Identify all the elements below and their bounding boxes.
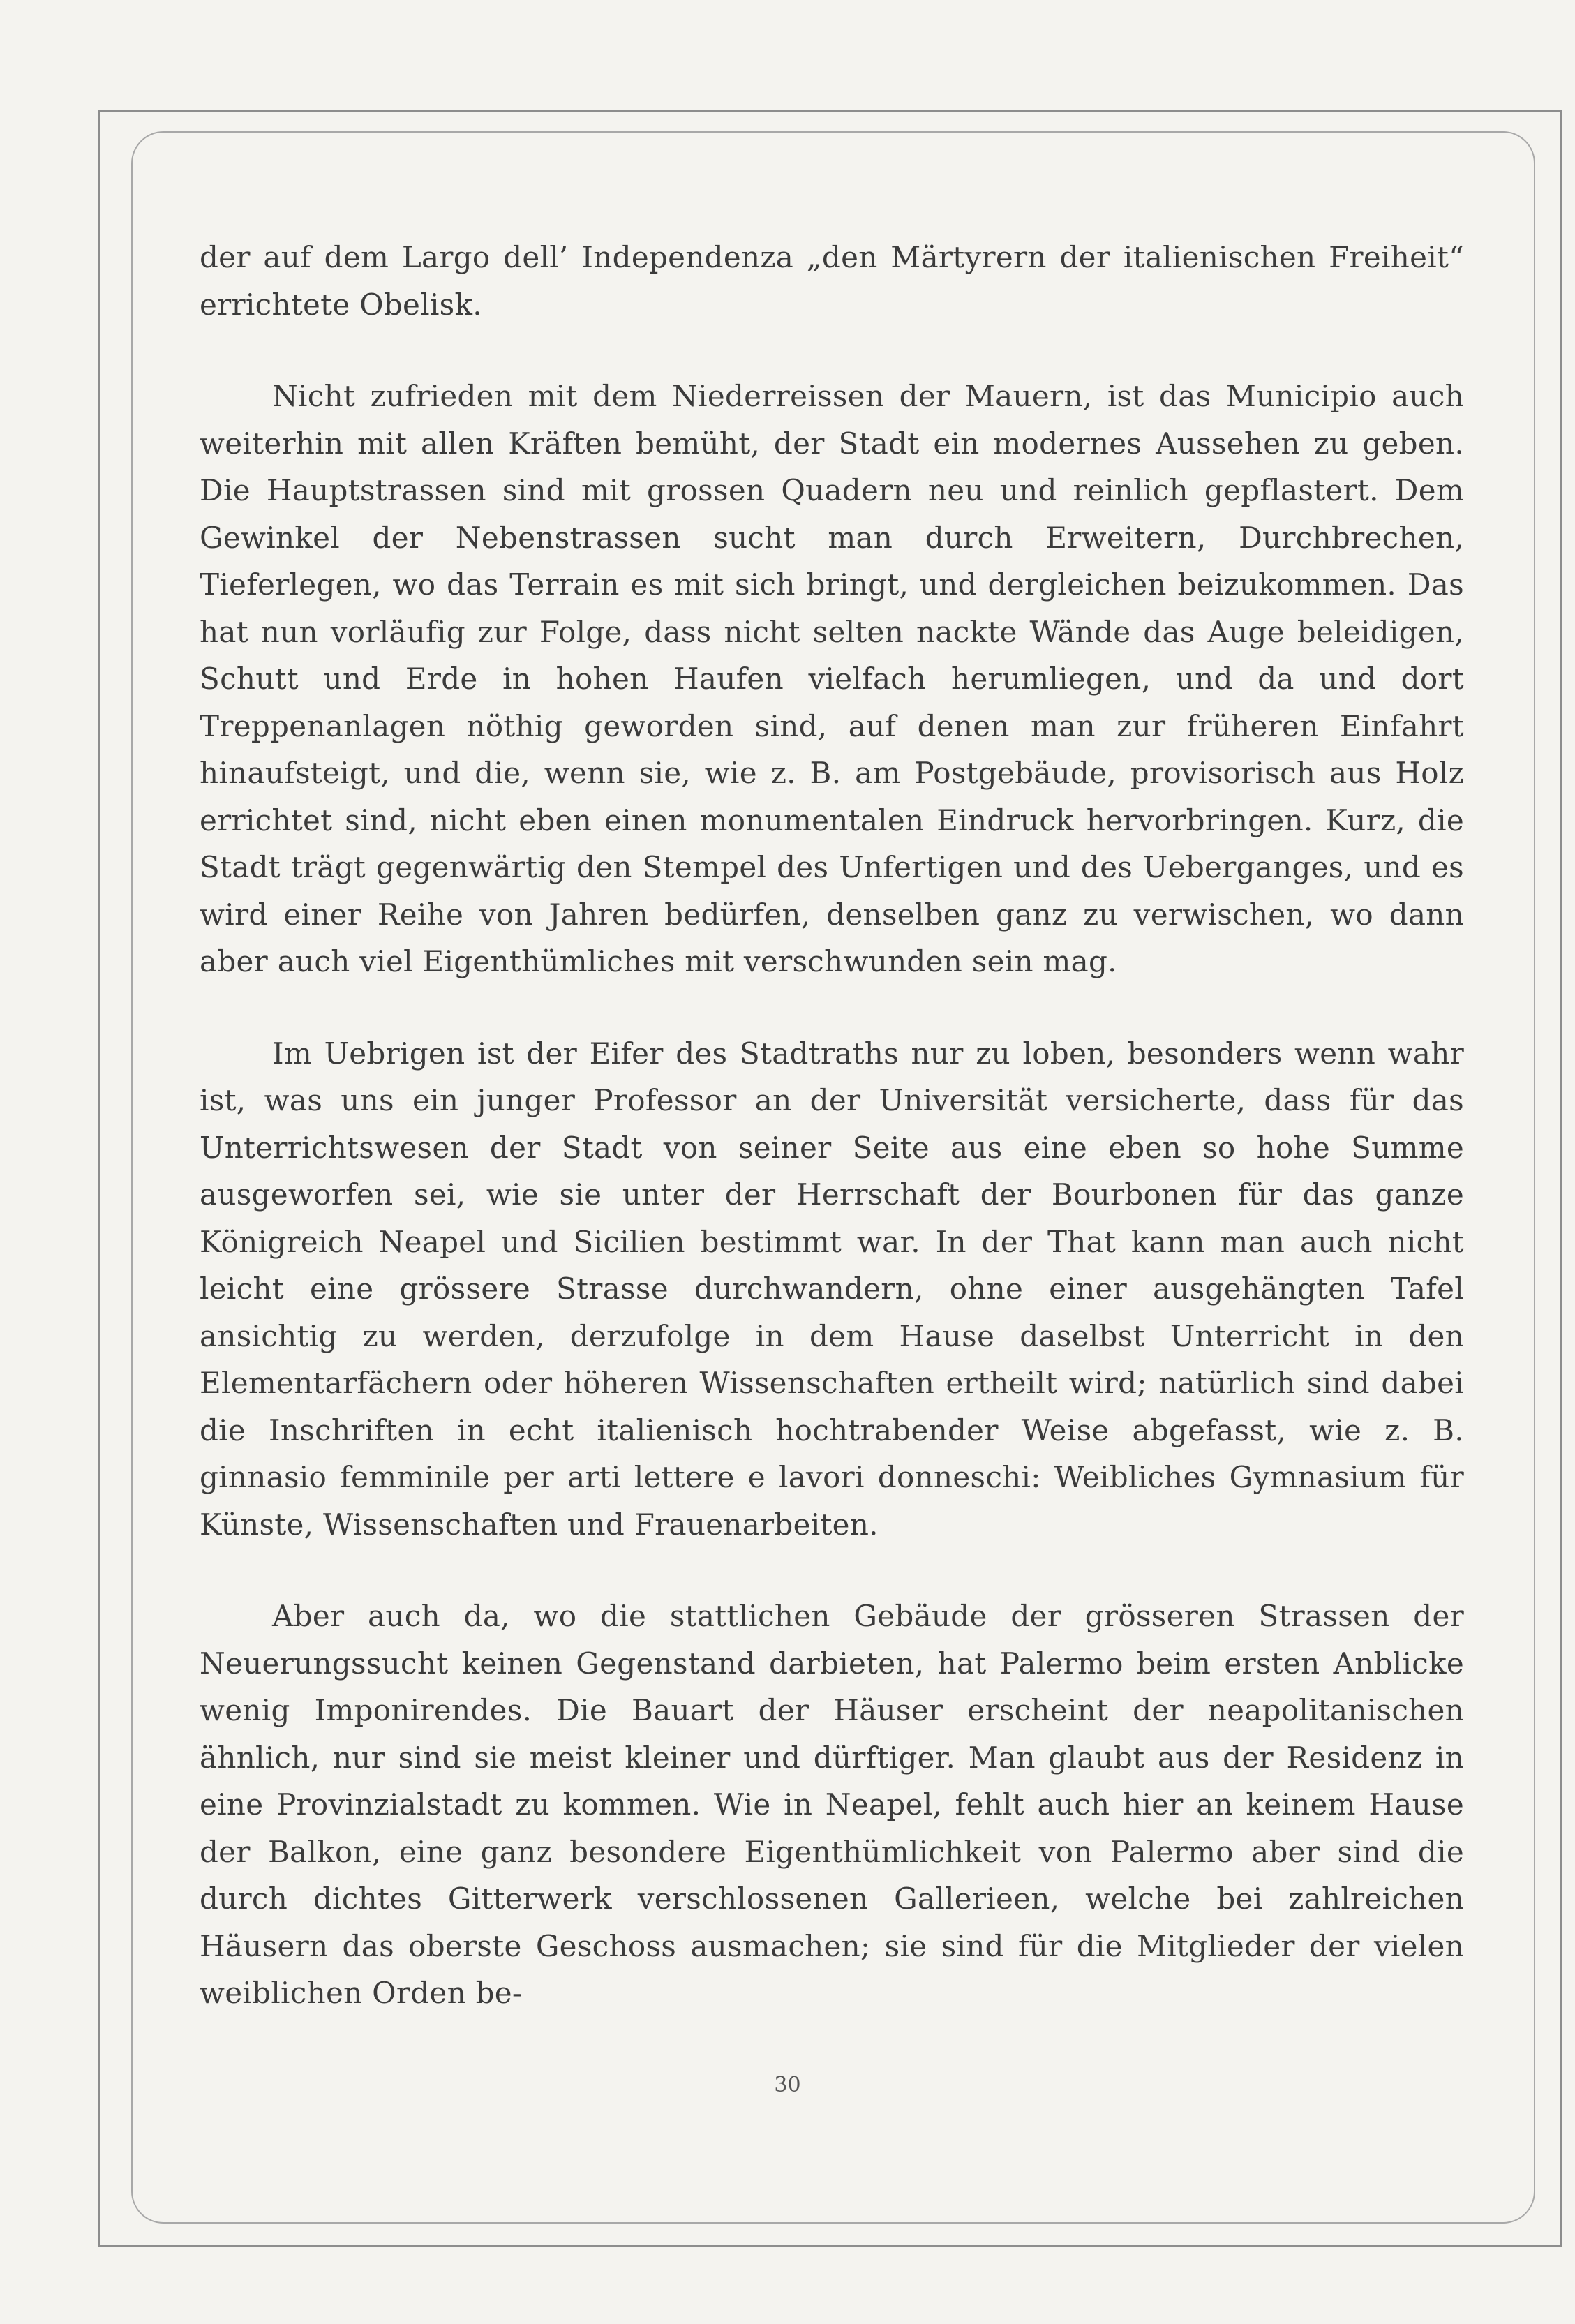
paragraph-continuation: der auf dem Largo dell’ Independenza „den Märtyrern der italienischen Freiheit“ errichtete Obelisk. [200, 240, 1464, 322]
paragraph-bauart: Aber auch da, wo die stattlichen Gebäude der grösseren Strassen der Neuerungssucht keinen Gegenstand darbieten, hat Palermo beim ersten Anblicke wenig Imponirendes. Die Bauart der Häuser erscheint der neapolitanischen ähnlich, nur sind sie meist kleiner und dürftiger. Man glaubt aus der Residenz in eine Provinzialstadt zu kommen. Wie in Neapel, fehlt auch hier an keinem Hause der Balkon, eine ganz besondere Eigenthümlichkeit von Palermo aber sind die durch dichtes Gitterwerk verschlossenen Gallerieen, welche bei zahlreichen Häusern das oberste Geschoss ausmachen; sie sind für die Mitglieder der vielen weiblichen Orden be- [200, 1599, 1464, 2010]
paragraph-municipio: Nicht zufrieden mit dem Niederreissen der Mauern, ist das Municipio auch weiterhin mit allen Kräften bemüht, der Stadt ein modernes Aussehen zu geben. Die Hauptstrassen sind mit grossen Quadern neu und reinlich gepflastert. Dem Gewinkel der Nebenstrassen sucht man durch Erweitern, Durchbrechen, Tieferlegen, wo das Terrain es mit sich bringt, und dergleichen beizukommen. Das hat nun vorläufig zur Folge, dass nicht selten nackte Wände das Auge beleidigen, Schutt und Erde in hohen Haufen vielfach herumliegen, und da und dort Treppenanlagen nöthig geworden sind, auf denen man zur früheren Einfahrt hinaufsteigt, und die, wenn sie, wie z. B. am Postgebäude, provisorisch aus Holz errichtet sind, nicht eben einen monumentalen Eindruck hervorbringen. Kurz, die Stadt trägt gegenwärtig den Stempel des Unfertigen und des Ueberganges, und es wird einer Reihe von Jahren bedürfen, denselben ganz zu verwischen, wo dann aber auch viel Eigenthümliches mit verschwunden sein mag. [200, 379, 1464, 978]
page-number: 30 [774, 2073, 801, 2097]
body-text [200, 234, 1464, 2062]
paragraph-stadtrath: Im Uebrigen ist der Eifer des Stadtraths nur zu loben, besonders wenn wahr ist, was uns ein junger Professor an der Universität versicherte, dass für das Unterrichtswesen der Stadt von seiner Seite aus eine eben so hohe Summe ausgeworfen sei, wie sie unter der Herrschaft der Bourbonen für das ganze Königreich Neapel und Sicilien bestimmt war. In der That kann man auch nicht leicht eine grössere Strasse durchwandern, ohne einer ausgehängten Tafel ansichtig zu werden, derzufolge in dem Hause daselbst Unterricht in den Elementarfächern oder höheren Wissenschaften ertheilt wird; natürlich sind dabei die Inschriften in echt italienisch hochtrabender Weise abgefasst, wie z. B. ginnasio femminile per arti lettere e lavori donneschi: Weibliches Gymnasium für Künste, Wissenschaften und Frauenarbeiten. [200, 1036, 1464, 1542]
